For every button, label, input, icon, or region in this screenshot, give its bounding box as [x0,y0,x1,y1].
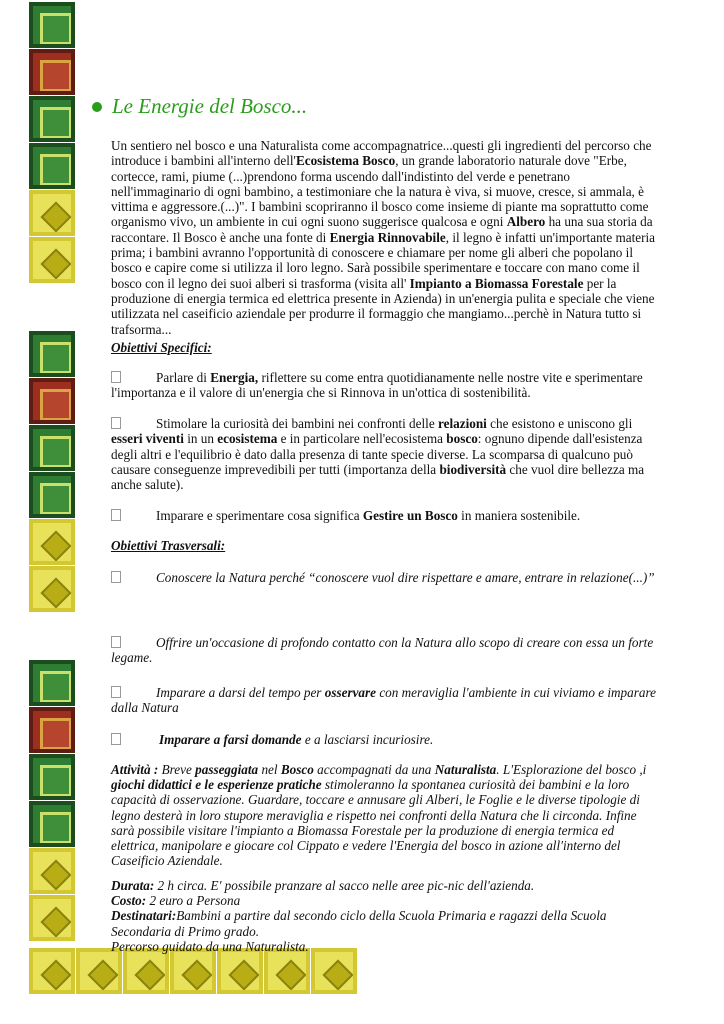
document-body [111,94,656,954]
yellow-tile-icon [264,948,310,994]
yellow-tile-icon [29,566,75,612]
green-tile-icon [29,331,75,377]
green-tile-icon [29,472,75,518]
activity-paragraph: Attività : Breve passeggiata nel Bosco accompagnati da una Naturalista. L'Esplorazione del bosco ,i giochi didattici e le esperienze pratiche stimoleranno la spontanea curiosità dei bambini e la loro capacità di osservazione. Guardare, toccare e annusare gli Alberi, le Foglie e le diverse tipologie di legno desterà in loro stupore meraviglia e rispetto nei confronti della Natura che li circonda. Infine sarà possibile visitare l'impianto a Biomassa Forestale per la produzione di energia termica ed elettrica, manipolare e giocare col Cippato e vedere l'Energia del bosco in azione all'interno del Caseificio Aziendale. [111,762,647,869]
yellow-tile-icon [170,948,216,994]
list-item: Imparare a darsi del tempo per osservare con meraviglia l'ambiente in cui viviamo e imparare dalla Natura [111,685,656,716]
yellow-tile-icon [29,519,75,565]
checkbox-square-icon [111,636,121,648]
page-title [111,94,656,119]
green-tile-icon [29,2,75,48]
list-item: Stimolare la curiosità dei bambini nei confronti delle relazioni che esistono e uniscono gli esseri viventi in un ecosistema e in particolare nell'ecosistema bosco: ognuno dipende dall'esistenza degli altri e l'equilibrio è dato dalla presenza di tante specie diverse. La scomparsa di qualcuno può causare conseguenze imprevedibili per tutti (importanza della biodiversità che vuol dire bellezza ma anche salute). [111,416,645,493]
list-item: Offrire un'occasione di profondo contatto con la Natura allo scopo di creare con essa un forte legame. [111,635,654,666]
checkbox-square-icon [111,686,121,698]
intro-paragraph: Un sentiero nel bosco e una Naturalista come accompagnatrice...questi gli ingredienti del percorso che introduce i bambini all'interno dell'Ecosistema Bosco, un grande laboratorio naturale dove "Erbe, cortecce, rami, piume (...)prendono forma uscendo dall'indistinto del verde e penetrano nell'immaginario di ogni bambino, a testimoniare che la natura è viva, si muove, cresce, si ammala, è vittima e aggressore.(...)". I bambini scopriranno il bosco come insieme di piante ma soprattutto come organismo vivo, un ambiente in cui ogni suono suggerisce qualcosa e ogni Albero ha una sua storia da raccontare. Il Bosco è anche una fonte di Energia Rinnovabile, il legno è infatti un'importante materia prima; i bambini avranno l'opportunità di conoscere e chiamare per nome gli alberi che popolano il bosco e capire come si utilizza il loro legno. Sarà possibile sperimentare e toccare con mano come il bosco con il legno dei suoi alberi si trasforma (visita all' Impianto a Biomassa Forestale per la produzione di energia termica ed elettrica presente in Azienda) in un'energia pulita e speciale che viene utilizzata nel caseificio aziendale per produrre il formaggio che mangiamo...perchè in Natura tutto si trafsorma... [111,138,656,337]
duration-line: Durata: 2 h circa. E' possibile pranzare al sacco nelle aree pic-nic dell'azienda. [111,878,535,893]
green-tile-icon [29,96,75,142]
list-item: Conoscere la Natura perché “conoscere vuol dire rispettare e amare, entrare in relazione(...)” [111,570,656,585]
green-tile-icon [29,754,75,800]
page-title-text: Le Energie del Bosco... [112,94,308,118]
green-tile-icon [29,801,75,847]
list-item: Imparare a farsi domande e a lasciarsi incuriosire. [111,732,656,747]
checkbox-square-icon [111,509,121,521]
guided-tour-line: Percorso guidato da una Naturalista. [111,938,309,954]
recipients-line: Destinatari:Bambini a partire dal secondo ciclo della Scuola Primaria e ragazzi della Scuola Secondaria di Primo grado. [111,908,607,939]
red-tile-icon [29,378,75,424]
decorative-border-left [29,2,77,942]
specific-objectives-heading: Obiettivi Specifici: [111,340,212,355]
decorative-border-bottom [29,948,358,998]
yellow-tile-icon [123,948,169,994]
green-tile-icon [29,143,75,189]
red-tile-icon [29,49,75,95]
yellow-tile-icon [29,848,75,894]
yellow-tile-icon [29,190,75,236]
bullet-dot-icon [92,102,102,112]
checkbox-square-icon [111,371,121,383]
list-item: Imparare e sperimentare cosa significa Gestire un Bosco in maniera sostenibile. [111,508,656,523]
yellow-tile-icon [76,948,122,994]
checkbox-square-icon [111,417,121,429]
yellow-tile-icon [29,895,75,941]
transversal-objectives-heading: Obiettivi Trasversali: [111,538,226,553]
red-tile-icon [29,707,75,753]
details-block [111,878,656,954]
green-tile-icon [29,660,75,706]
yellow-tile-icon [217,948,263,994]
checkbox-square-icon [111,733,121,745]
checkbox-square-icon [111,571,121,583]
yellow-tile-icon [29,237,75,283]
list-item: Parlare di Energia, riflettere su come entra quotidianamente nelle nostre vite e sperimentare l'importanza e il valore di un'energia che si Rinnova in un'ottica di sostenibilità. [111,370,643,401]
green-tile-icon [29,425,75,471]
yellow-tile-icon [29,948,75,994]
yellow-tile-icon [311,948,357,994]
cost-line: Costo: 2 euro a Persona [111,893,241,909]
